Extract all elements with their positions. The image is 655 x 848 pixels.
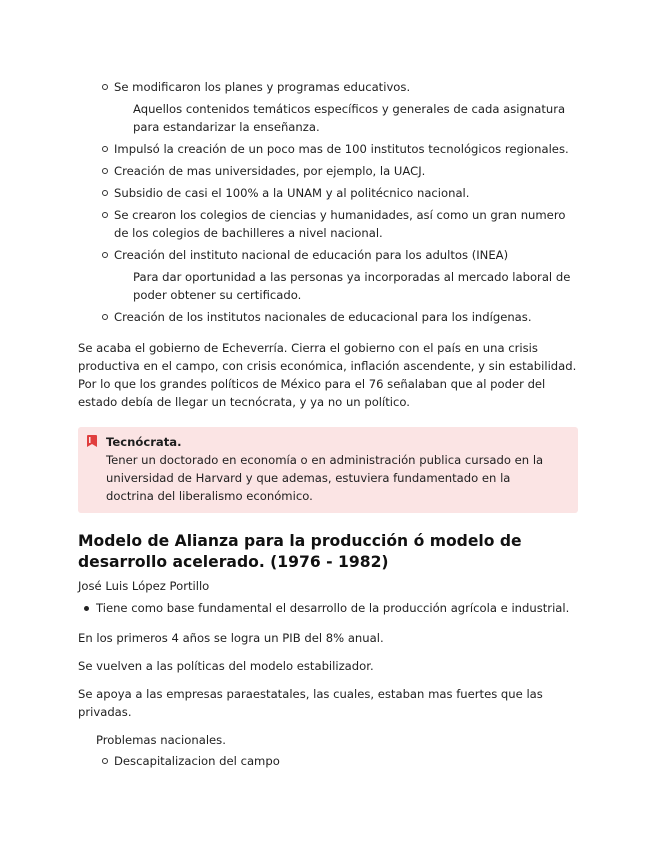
section-paragraph: Se apoya a las empresas paraestatales, las cuales, estaban mas fuertes que las privadas.: [78, 687, 543, 719]
section-heading: Modelo de Alianza para la producción ó modelo de desarrollo acelerado. (1976 - 1982): [78, 532, 522, 571]
list-item-text: Descapitalizacion del campo: [114, 754, 280, 768]
section-paragraph: Se vuelven a las políticas del modelo estabilizador.: [78, 659, 374, 673]
list-item-note: Aquellos contenidos temáticos específicos y generales de cada asignatura para estandarizar la enseñanza.: [133, 102, 566, 134]
list-item-text: Se crearon los colegios de ciencias y humanidades, así como un gran numero de los colegios de bachilleres a nivel nacional.: [114, 208, 566, 240]
section-bullet-list: [84, 599, 578, 617]
list-item: [102, 308, 578, 326]
document-page: [78, 78, 578, 774]
list-item-text: Creación del instituto nacional de educación para los adultos (INEA): [114, 248, 509, 262]
list-item: [84, 599, 578, 617]
callout-body: Tener un doctorado en economía o en administración publica cursado en la universidad de Harvard y que ademas, estuviera fundamentado en la doctrina del liberalismo económico.: [106, 453, 544, 503]
list-item: [102, 206, 578, 242]
list-item-text: Impulsó la creación de un poco mas de 100 institutos tecnológicos regionales.: [114, 142, 569, 156]
list-item-text: Creación de los institutos nacionales de educacional para los indígenas.: [114, 310, 532, 324]
list-item: [102, 184, 578, 202]
list-item: [102, 140, 578, 158]
problems-list: [102, 752, 578, 770]
section-author: José Luis López Portillo: [78, 579, 210, 593]
list-item-text: Creación de mas universidades, por ejemplo, la UACJ.: [114, 164, 426, 178]
list-item-note: Para dar oportunidad a las personas ya incorporadas al mercado laboral de poder obtener su certificado.: [133, 270, 571, 302]
list-item-text: Se modificaron los planes y programas educativos.: [114, 80, 411, 94]
list-item: [102, 246, 578, 304]
list-item: [102, 78, 578, 136]
list-item-text: Subsidio de casi el 100% a la UNAM y al politécnico nacional.: [114, 186, 470, 200]
echeverria-paragraph: Se acaba el gobierno de Echeverría. Cierra el gobierno con el país en una crisis productiva en el campo, con crisis económica, inflación ascendente, y sin estabilidad. Por lo que los grandes políticos de México para el 76 señalaban que al poder del estado debía de llegar un tecnócrata, y ya no un político.: [78, 341, 577, 409]
list-item: [102, 752, 578, 770]
problems-label: Problemas nacionales.: [96, 733, 226, 747]
education-reforms-list: [102, 78, 578, 326]
tecnocrata-callout: [78, 427, 578, 513]
section-paragraph: En los primeros 4 años se logra un PIB del 8% anual.: [78, 631, 384, 645]
list-item: [102, 162, 578, 180]
bookmark-icon: [87, 435, 97, 447]
callout-title: Tecnócrata.: [106, 435, 182, 449]
list-item-text: Tiene como base fundamental el desarrollo de la producción agrícola e industrial.: [96, 601, 570, 615]
